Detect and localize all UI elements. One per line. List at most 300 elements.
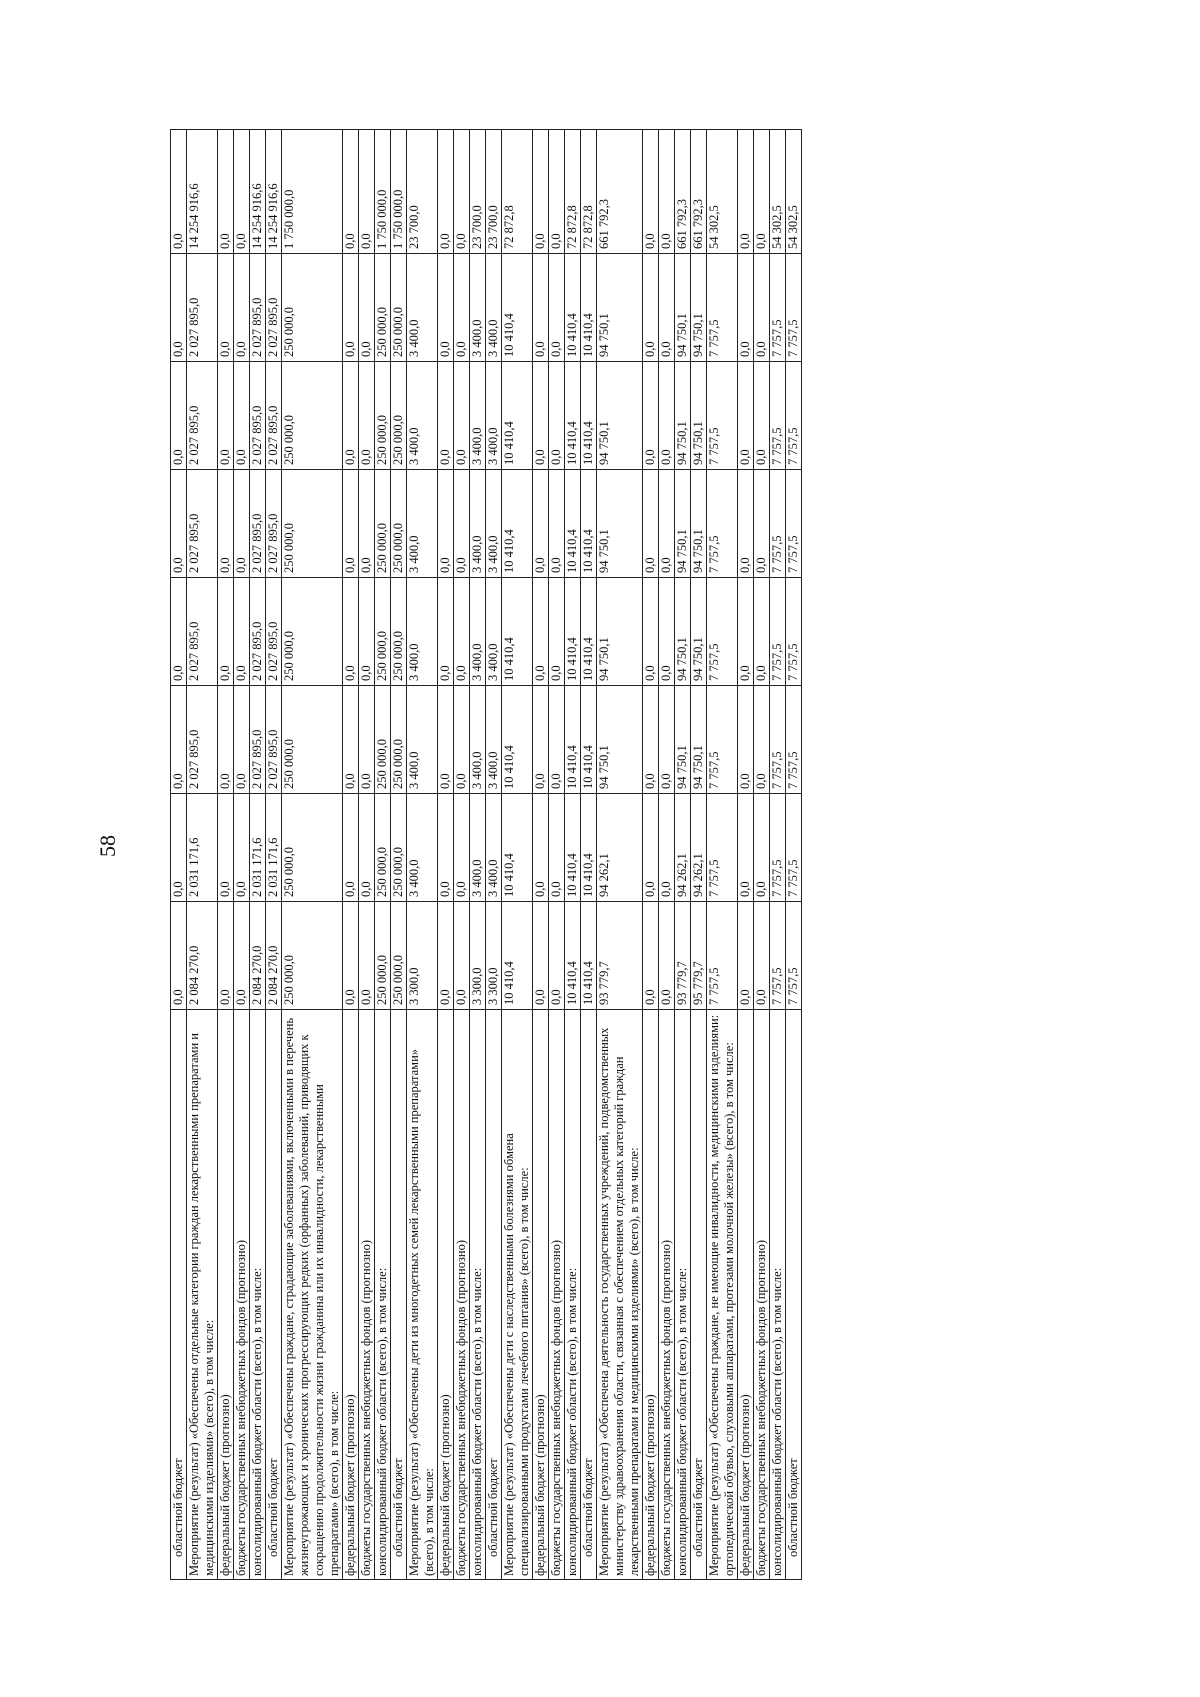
row-year-cell: 7 757,5: [770, 686, 786, 794]
row-year-cell: 0,0: [533, 686, 549, 794]
row-year-cell: 0,0: [218, 470, 234, 578]
row-year-cell: 0,0: [234, 902, 250, 1010]
row-year-cell: 2 084 270,0: [187, 902, 218, 1010]
row-year-cell: 7 757,5: [786, 686, 802, 794]
row-year-cell: 0,0: [454, 794, 470, 902]
row-year-cell: 0,0: [454, 902, 470, 1010]
row-total-cell: 0,0: [754, 130, 770, 254]
row-total-cell: 14 254 916,6: [250, 130, 266, 254]
row-year-cell: 0,0: [343, 470, 359, 578]
row-year-cell: 0,0: [643, 362, 659, 470]
row-total-cell: 1 750 000,0: [282, 130, 343, 254]
row-year-cell: 94 750,1: [691, 686, 707, 794]
row-year-cell: 0,0: [738, 686, 754, 794]
row-year-cell: 250 000,0: [282, 902, 343, 1010]
row-year-cell: 0,0: [643, 470, 659, 578]
row-year-cell: 0,0: [359, 362, 375, 470]
row-year-cell: 2 084 270,0: [266, 902, 282, 1010]
row-total-cell: 23 700,0: [407, 130, 438, 254]
row-year-cell: 0,0: [549, 578, 565, 686]
row-year-cell: 250 000,0: [375, 470, 391, 578]
row-year-cell: 7 757,5: [786, 902, 802, 1010]
row-year-cell: 0,0: [549, 254, 565, 362]
row-year-cell: 0,0: [438, 686, 454, 794]
row-year-cell: 0,0: [754, 362, 770, 470]
row-year-cell: 94 262,1: [691, 794, 707, 902]
row-year-cell: 2 027 895,0: [266, 362, 282, 470]
row-total-cell: 14 254 916,6: [187, 130, 218, 254]
row-year-cell: 0,0: [738, 578, 754, 686]
row-year-cell: 0,0: [359, 794, 375, 902]
row-year-cell: 250 000,0: [282, 362, 343, 470]
row-year-cell: 250 000,0: [375, 578, 391, 686]
table-row: [533, 130, 549, 1580]
row-year-cell: 7 757,5: [707, 902, 738, 1010]
row-year-cell: 3 400,0: [486, 578, 502, 686]
row-label: областной бюджет: [486, 1010, 502, 1580]
row-total-cell: 0,0: [359, 130, 375, 254]
row-year-cell: 3 400,0: [486, 254, 502, 362]
row-year-cell: 10 410,4: [581, 254, 597, 362]
row-total-cell: 1 750 000,0: [375, 130, 391, 254]
row-year-cell: 7 757,5: [786, 254, 802, 362]
table-row: [438, 130, 454, 1580]
budget-table-body: [171, 130, 802, 1580]
row-year-cell: 10 410,4: [565, 578, 581, 686]
row-year-cell: 0,0: [549, 794, 565, 902]
row-year-cell: 3 300,0: [407, 902, 438, 1010]
row-year-cell: 94 750,1: [675, 686, 691, 794]
table-row: [549, 130, 565, 1580]
row-year-cell: 7 757,5: [770, 362, 786, 470]
row-label: Мероприятие (результат) «Обеспечены граждане, не имеющие инвалидности, медицинскими изделиями: ортопедической обувью, слуховыми аппаратами, протезами молочной железы» (всего), в том числе:: [707, 1010, 738, 1580]
row-year-cell: 7 757,5: [707, 686, 738, 794]
table-row: [659, 130, 675, 1580]
row-total-cell: 54 302,5: [786, 130, 802, 254]
table-row: [391, 130, 407, 1580]
row-year-cell: 0,0: [343, 578, 359, 686]
row-year-cell: 0,0: [234, 794, 250, 902]
row-year-cell: 10 410,4: [581, 902, 597, 1010]
table-row: [359, 130, 375, 1580]
row-year-cell: 0,0: [218, 254, 234, 362]
row-label: федеральный бюджет (прогнозно): [218, 1010, 234, 1580]
row-year-cell: 0,0: [754, 578, 770, 686]
row-year-cell: 0,0: [171, 254, 187, 362]
row-year-cell: 3 400,0: [407, 254, 438, 362]
row-total-cell: 661 792,3: [675, 130, 691, 254]
row-label: областной бюджет: [786, 1010, 802, 1580]
row-label: областной бюджет: [391, 1010, 407, 1580]
row-label: консолидированный бюджет области (всего), в том числе:: [250, 1010, 266, 1580]
row-year-cell: 3 300,0: [486, 902, 502, 1010]
row-year-cell: 250 000,0: [391, 794, 407, 902]
row-year-cell: 0,0: [533, 362, 549, 470]
row-label: федеральный бюджет (прогнозно): [738, 1010, 754, 1580]
table-row: [282, 130, 343, 1580]
table-row: [187, 130, 218, 1580]
row-year-cell: 0,0: [549, 470, 565, 578]
row-year-cell: 0,0: [738, 794, 754, 902]
row-year-cell: 94 262,1: [597, 794, 643, 902]
row-total-cell: 0,0: [549, 130, 565, 254]
row-year-cell: 7 757,5: [770, 254, 786, 362]
row-year-cell: 0,0: [438, 578, 454, 686]
row-year-cell: 250 000,0: [375, 362, 391, 470]
table-row: [786, 130, 802, 1580]
table-row: [502, 130, 533, 1580]
row-year-cell: 94 750,1: [597, 686, 643, 794]
row-year-cell: 10 410,4: [581, 578, 597, 686]
row-year-cell: 3 400,0: [486, 794, 502, 902]
row-year-cell: 0,0: [171, 902, 187, 1010]
table-row: [486, 130, 502, 1580]
row-year-cell: 94 750,1: [675, 470, 691, 578]
row-year-cell: 0,0: [754, 470, 770, 578]
row-total-cell: 0,0: [438, 130, 454, 254]
row-year-cell: 250 000,0: [391, 470, 407, 578]
row-year-cell: 0,0: [438, 902, 454, 1010]
table-row: [675, 130, 691, 1580]
row-year-cell: 0,0: [359, 686, 375, 794]
row-year-cell: 94 750,1: [597, 362, 643, 470]
row-year-cell: 2 031 171,6: [187, 794, 218, 902]
row-label: Мероприятие (результат) «Обеспечена деятельность государственных учреждений, подведомственных министерству здравоохранения области, связанная с обеспечением отдельных категорий граждан лекарственными препаратами и медицинскими изделиями» (всего), в том числе:: [597, 1010, 643, 1580]
row-year-cell: 7 757,5: [770, 578, 786, 686]
row-year-cell: 0,0: [738, 902, 754, 1010]
row-year-cell: 94 750,1: [691, 362, 707, 470]
row-year-cell: 0,0: [218, 902, 234, 1010]
row-year-cell: 3 400,0: [407, 578, 438, 686]
row-year-cell: 0,0: [234, 362, 250, 470]
row-year-cell: 0,0: [343, 794, 359, 902]
row-year-cell: 94 750,1: [597, 470, 643, 578]
row-year-cell: 0,0: [643, 578, 659, 686]
row-year-cell: 0,0: [533, 578, 549, 686]
row-year-cell: 0,0: [359, 578, 375, 686]
table-row: [581, 130, 597, 1580]
row-year-cell: 0,0: [438, 470, 454, 578]
row-year-cell: 0,0: [359, 254, 375, 362]
table-row: [738, 130, 754, 1580]
row-year-cell: 7 757,5: [707, 254, 738, 362]
row-year-cell: 0,0: [549, 362, 565, 470]
row-year-cell: 7 757,5: [786, 362, 802, 470]
row-total-cell: 0,0: [218, 130, 234, 254]
row-year-cell: 0,0: [171, 794, 187, 902]
row-total-cell: 0,0: [171, 130, 187, 254]
row-year-cell: 10 410,4: [565, 902, 581, 1010]
row-year-cell: 250 000,0: [391, 686, 407, 794]
row-year-cell: 2 027 895,0: [250, 578, 266, 686]
page-number: 58: [95, 835, 120, 857]
row-year-cell: 2 027 895,0: [187, 686, 218, 794]
row-label: консолидированный бюджет области (всего), в том числе:: [565, 1010, 581, 1580]
row-total-cell: 54 302,5: [707, 130, 738, 254]
row-year-cell: 7 757,5: [770, 794, 786, 902]
row-year-cell: 0,0: [643, 254, 659, 362]
table-row: [375, 130, 391, 1580]
table-row: [171, 130, 187, 1580]
row-total-cell: 0,0: [738, 130, 754, 254]
row-year-cell: 0,0: [533, 470, 549, 578]
row-year-cell: 0,0: [643, 902, 659, 1010]
row-year-cell: 94 750,1: [675, 362, 691, 470]
row-total-cell: 72 872,8: [581, 130, 597, 254]
row-year-cell: 0,0: [454, 470, 470, 578]
row-year-cell: 0,0: [454, 578, 470, 686]
row-label: областной бюджет: [691, 1010, 707, 1580]
table-row: [218, 130, 234, 1580]
row-total-cell: 72 872,8: [502, 130, 533, 254]
row-total-cell: 661 792,3: [597, 130, 643, 254]
row-year-cell: 0,0: [659, 794, 675, 902]
row-year-cell: 94 750,1: [675, 578, 691, 686]
row-year-cell: 3 300,0: [470, 902, 486, 1010]
row-year-cell: 0,0: [738, 470, 754, 578]
row-year-cell: 250 000,0: [375, 794, 391, 902]
row-year-cell: 10 410,4: [581, 794, 597, 902]
table-row: [250, 130, 266, 1580]
row-label: бюджеты государственных внебюджетных фондов (прогнозно): [234, 1010, 250, 1580]
row-year-cell: 7 757,5: [707, 362, 738, 470]
row-year-cell: 250 000,0: [391, 578, 407, 686]
budget-table: [170, 129, 802, 1580]
row-year-cell: 0,0: [218, 362, 234, 470]
row-total-cell: 0,0: [454, 130, 470, 254]
row-year-cell: 7 757,5: [770, 902, 786, 1010]
row-year-cell: 94 750,1: [691, 254, 707, 362]
row-year-cell: 250 000,0: [391, 362, 407, 470]
row-year-cell: 0,0: [234, 254, 250, 362]
row-year-cell: 0,0: [659, 362, 675, 470]
row-year-cell: 0,0: [643, 686, 659, 794]
row-year-cell: 7 757,5: [786, 794, 802, 902]
row-year-cell: 10 410,4: [502, 902, 533, 1010]
row-year-cell: 7 757,5: [786, 470, 802, 578]
row-year-cell: 0,0: [359, 470, 375, 578]
row-label: консолидированный бюджет области (всего), в том числе:: [470, 1010, 486, 1580]
row-year-cell: 0,0: [659, 578, 675, 686]
row-year-cell: 3 400,0: [470, 794, 486, 902]
row-year-cell: 7 757,5: [786, 578, 802, 686]
row-year-cell: 0,0: [454, 362, 470, 470]
row-year-cell: 7 757,5: [707, 578, 738, 686]
row-year-cell: 0,0: [171, 470, 187, 578]
row-year-cell: 0,0: [343, 902, 359, 1010]
row-year-cell: 0,0: [454, 686, 470, 794]
row-year-cell: 250 000,0: [282, 470, 343, 578]
row-year-cell: 0,0: [754, 794, 770, 902]
row-year-cell: 0,0: [171, 578, 187, 686]
row-year-cell: 10 410,4: [502, 254, 533, 362]
row-label: консолидированный бюджет области (всего), в том числе:: [675, 1010, 691, 1580]
row-total-cell: 661 792,3: [691, 130, 707, 254]
table-row: [407, 130, 438, 1580]
row-label: областной бюджет: [171, 1010, 187, 1580]
row-year-cell: 0,0: [343, 362, 359, 470]
row-year-cell: 2 027 895,0: [250, 470, 266, 578]
row-year-cell: 94 750,1: [675, 254, 691, 362]
table-row: [565, 130, 581, 1580]
row-total-cell: 14 254 916,6: [266, 130, 282, 254]
row-label: Мероприятие (результат) «Обеспечены граждане, страдающие заболеваниями, включенными в перечень жизнеугрожающих и хронических прогрессирующих редких (орфанных) заболеваний, приводящих к сокращению продолжительности жизни гражданина или их инвалидности, лекарственными препаратами» (всего), в том числе:: [282, 1010, 343, 1580]
row-total-cell: 0,0: [234, 130, 250, 254]
row-total-cell: 0,0: [643, 130, 659, 254]
table-row: [343, 130, 359, 1580]
row-year-cell: 2 027 895,0: [250, 254, 266, 362]
row-year-cell: 250 000,0: [375, 902, 391, 1010]
table-row: [470, 130, 486, 1580]
row-year-cell: 93 779,7: [675, 902, 691, 1010]
row-year-cell: 2 084 270,0: [250, 902, 266, 1010]
row-year-cell: 10 410,4: [565, 794, 581, 902]
row-year-cell: 250 000,0: [375, 254, 391, 362]
row-year-cell: 10 410,4: [565, 686, 581, 794]
row-label: бюджеты государственных внебюджетных фондов (прогнозно): [454, 1010, 470, 1580]
row-year-cell: 3 400,0: [486, 470, 502, 578]
row-year-cell: 10 410,4: [502, 578, 533, 686]
row-year-cell: 94 750,1: [597, 254, 643, 362]
row-label: консолидированный бюджет области (всего), в том числе:: [770, 1010, 786, 1580]
row-year-cell: 94 750,1: [691, 470, 707, 578]
row-year-cell: 0,0: [218, 794, 234, 902]
row-year-cell: 3 400,0: [407, 470, 438, 578]
row-year-cell: 10 410,4: [581, 362, 597, 470]
row-year-cell: 10 410,4: [502, 794, 533, 902]
row-total-cell: 0,0: [659, 130, 675, 254]
row-year-cell: 0,0: [234, 470, 250, 578]
table-row: [707, 130, 738, 1580]
row-year-cell: 3 400,0: [486, 362, 502, 470]
row-year-cell: 7 757,5: [770, 470, 786, 578]
row-year-cell: 0,0: [549, 902, 565, 1010]
row-label: бюджеты государственных внебюджетных фондов (прогнозно): [359, 1010, 375, 1580]
row-year-cell: 0,0: [343, 254, 359, 362]
row-year-cell: 0,0: [533, 794, 549, 902]
rotated-table-container: [170, 130, 1030, 1580]
row-year-cell: 250 000,0: [391, 902, 407, 1010]
row-year-cell: 0,0: [533, 254, 549, 362]
row-year-cell: 2 027 895,0: [266, 686, 282, 794]
row-label: федеральный бюджет (прогнозно): [533, 1010, 549, 1580]
row-year-cell: 0,0: [171, 362, 187, 470]
row-year-cell: 10 410,4: [565, 362, 581, 470]
row-year-cell: 250 000,0: [282, 686, 343, 794]
row-year-cell: 2 027 895,0: [266, 254, 282, 362]
row-year-cell: 250 000,0: [375, 686, 391, 794]
row-total-cell: 54 302,5: [770, 130, 786, 254]
row-label: Мероприятие (результат) «Обеспечены отдельные категории граждан лекарственными препаратами и медицинскими изделиями» (всего), в том числе:: [187, 1010, 218, 1580]
row-year-cell: 93 779,7: [597, 902, 643, 1010]
row-total-cell: 1 750 000,0: [391, 130, 407, 254]
row-year-cell: 3 400,0: [486, 686, 502, 794]
row-year-cell: 2 027 895,0: [266, 470, 282, 578]
row-year-cell: 2 027 895,0: [266, 578, 282, 686]
row-year-cell: 2 027 895,0: [250, 362, 266, 470]
row-year-cell: 94 750,1: [691, 578, 707, 686]
row-year-cell: 250 000,0: [391, 254, 407, 362]
row-year-cell: 0,0: [218, 686, 234, 794]
row-year-cell: 0,0: [533, 902, 549, 1010]
row-year-cell: 3 400,0: [407, 362, 438, 470]
row-year-cell: 0,0: [549, 686, 565, 794]
row-label: бюджеты государственных внебюджетных фондов (прогнозно): [549, 1010, 565, 1580]
row-year-cell: 3 400,0: [470, 686, 486, 794]
row-year-cell: 0,0: [659, 686, 675, 794]
row-year-cell: 0,0: [738, 362, 754, 470]
row-label: федеральный бюджет (прогнозно): [343, 1010, 359, 1580]
table-row: [770, 130, 786, 1580]
row-total-cell: 23 700,0: [486, 130, 502, 254]
row-year-cell: 250 000,0: [282, 794, 343, 902]
row-year-cell: 2 027 895,0: [250, 686, 266, 794]
row-year-cell: 0,0: [218, 578, 234, 686]
row-year-cell: 250 000,0: [282, 578, 343, 686]
row-year-cell: 2 027 895,0: [187, 578, 218, 686]
row-year-cell: 0,0: [359, 902, 375, 1010]
row-label: Мероприятие (результат) «Обеспечены дети с наследственными болезнями обмена специализированными продуктами лечебного питания» (всего), в том числе:: [502, 1010, 533, 1580]
row-total-cell: 0,0: [343, 130, 359, 254]
table-row: [691, 130, 707, 1580]
row-year-cell: 10 410,4: [581, 470, 597, 578]
row-year-cell: 3 400,0: [470, 578, 486, 686]
table-row: [597, 130, 643, 1580]
row-total-cell: 0,0: [533, 130, 549, 254]
row-year-cell: 0,0: [754, 254, 770, 362]
row-year-cell: 2 031 171,6: [266, 794, 282, 902]
row-year-cell: 2 027 895,0: [187, 362, 218, 470]
table-row: [234, 130, 250, 1580]
row-year-cell: 10 410,4: [581, 686, 597, 794]
row-year-cell: 7 757,5: [707, 470, 738, 578]
row-year-cell: 0,0: [659, 254, 675, 362]
row-year-cell: 10 410,4: [502, 470, 533, 578]
row-total-cell: 23 700,0: [470, 130, 486, 254]
row-year-cell: 0,0: [171, 686, 187, 794]
row-label: бюджеты государственных внебюджетных фондов (прогнозно): [754, 1010, 770, 1580]
row-year-cell: 0,0: [234, 686, 250, 794]
row-year-cell: 0,0: [754, 686, 770, 794]
row-year-cell: 10 410,4: [565, 470, 581, 578]
row-year-cell: 7 757,5: [707, 794, 738, 902]
row-year-cell: 250 000,0: [282, 254, 343, 362]
row-year-cell: 2 027 895,0: [187, 470, 218, 578]
row-label: Мероприятие (результат) «Обеспечены дети из многодетных семей лекарственными препаратами» (всего), в том числе:: [407, 1010, 438, 1580]
row-year-cell: 3 400,0: [407, 794, 438, 902]
row-label: областной бюджет: [581, 1010, 597, 1580]
row-total-cell: 72 872,8: [565, 130, 581, 254]
table-row: [454, 130, 470, 1580]
row-year-cell: 0,0: [643, 794, 659, 902]
row-year-cell: 3 400,0: [470, 470, 486, 578]
row-year-cell: 0,0: [234, 578, 250, 686]
row-label: консолидированный бюджет области (всего), в том числе:: [375, 1010, 391, 1580]
row-year-cell: 3 400,0: [470, 362, 486, 470]
row-year-cell: 10 410,4: [502, 686, 533, 794]
row-year-cell: 95 779,7: [691, 902, 707, 1010]
row-label: областной бюджет: [266, 1010, 282, 1580]
row-year-cell: 0,0: [738, 254, 754, 362]
row-year-cell: 10 410,4: [565, 254, 581, 362]
row-year-cell: 94 750,1: [597, 578, 643, 686]
row-year-cell: 3 400,0: [407, 686, 438, 794]
row-year-cell: 10 410,4: [502, 362, 533, 470]
row-year-cell: 0,0: [343, 686, 359, 794]
row-label: федеральный бюджет (прогнозно): [643, 1010, 659, 1580]
row-year-cell: 0,0: [659, 470, 675, 578]
row-year-cell: 94 262,1: [675, 794, 691, 902]
